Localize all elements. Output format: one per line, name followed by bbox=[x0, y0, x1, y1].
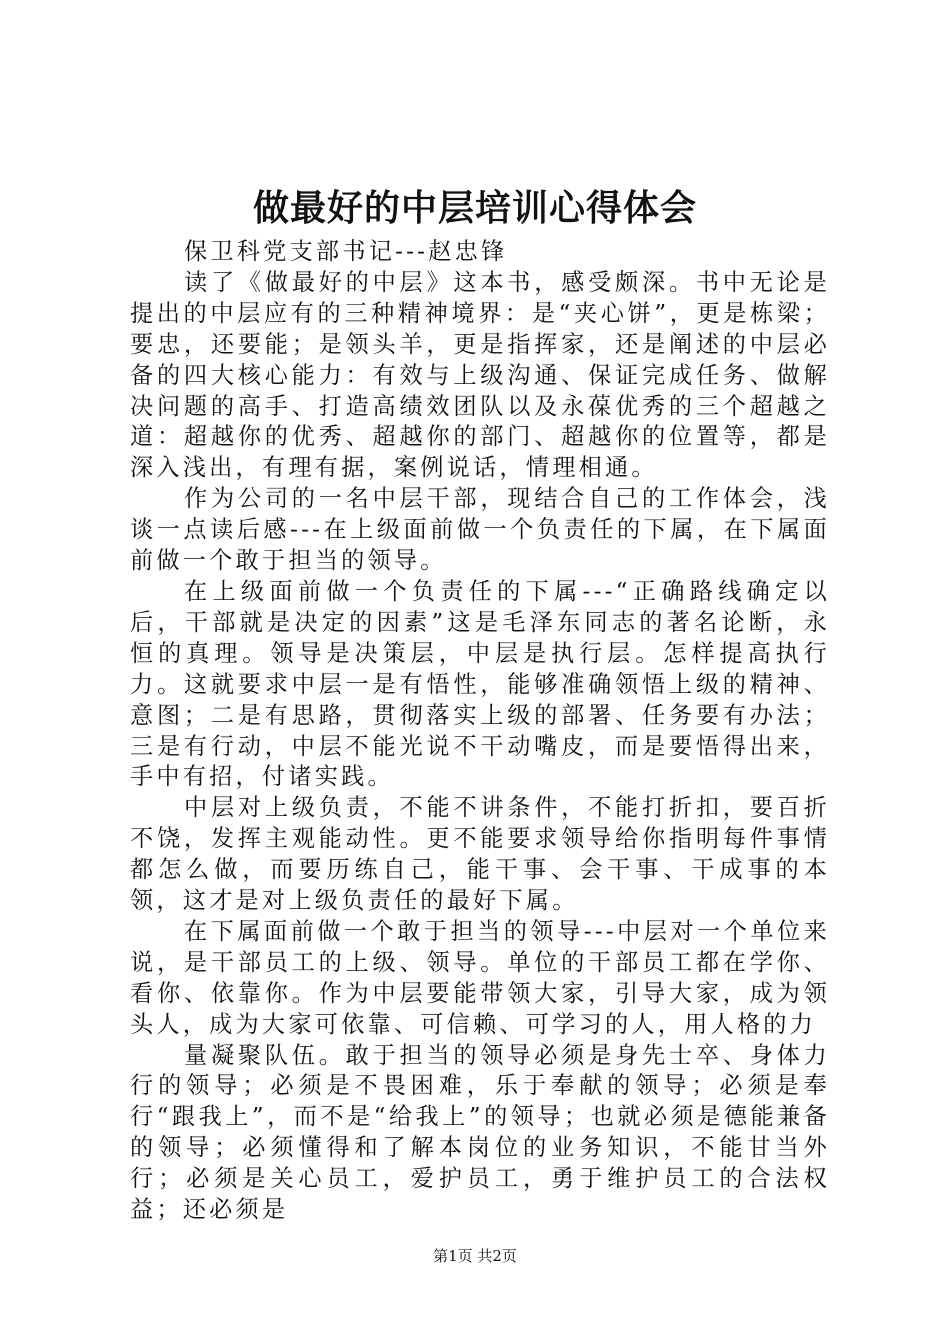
document-body bbox=[130, 237, 830, 1226]
paragraph-4: 中层对上级负责，不能不讲条件，不能打折扣，要百折不饶，发挥主观能动性。更不能要求领导给你指明每件事情都怎么做，而要历练自己，能干事、会干事、干成事的本领，这才是对上级负责任的最好下属。 bbox=[130, 794, 830, 915]
paragraph-6: 量凝聚队伍。敢于担当的领导必须是身先士卒、身体力行的领导；必须是不畏困难，乐于奉献的领导；必须是奉行“跟我上”，而不是“给我上”的领导；也就必须是德能兼备的领导；必须懂得和了解本岗位的业务知识，不能甘当外行；必须是关心员工，爱护员工，勇于维护员工的合法权益；还必须是 bbox=[130, 1041, 830, 1224]
page-footer: 第1页 共2页 bbox=[433, 1247, 517, 1265]
paragraph-5: 在下属面前做一个敢于担当的领导---中层对一个单位来说，是干部员工的上级、领导。单位的干部员工都在学你、看你、依靠你。作为中层要能带领大家，引导大家，成为领头人，成为大家可依靠、可信赖、可学习的人，用人格的力 bbox=[130, 917, 830, 1038]
paragraph-2: 作为公司的一名中层干部，现结合自己的工作体会，浅谈一点读后感---在上级面前做一个负责任的下属，在下属面前做一个敢于担当的领导。 bbox=[130, 485, 830, 575]
author-line: 保卫科党支部书记---赵忠锋 bbox=[184, 238, 508, 265]
paragraph-3: 在上级面前做一个负责任的下属---“正确路线确定以后，干部就是决定的因素”这是毛泽东同志的著名论断，永恒的真理。领导是决策层，中层是执行层。怎样提高执行力。这就要求中层一是有悟性，能够准确领悟上级的精神、意图；二是有思路，贯彻落实上级的部署、任务要有办法；三是有行动，中层不能光说不干动嘴皮，而是要悟得出来，手中有招，付诸实践。 bbox=[130, 577, 830, 791]
paragraph-1: 读了《做最好的中层》这本书，感受颇深。书中无论是提出的中层应有的三种精神境界：是“夹心饼”，更是栋梁；要忠，还要能；是领头羊，更是指挥家，还是阐述的中层必备的四大核心能力：有效与上级沟通、保证完成任务、做解决问题的高手、打造高绩效团队以及永葆优秀的三个超越之道：超越你的优秀、超越你的部门、超越你的位置等，都是深入浅出，有理有据，案例说话，情理相通。 bbox=[130, 268, 830, 482]
document-title: 做最好的中层培训心得体会 bbox=[252, 188, 697, 229]
